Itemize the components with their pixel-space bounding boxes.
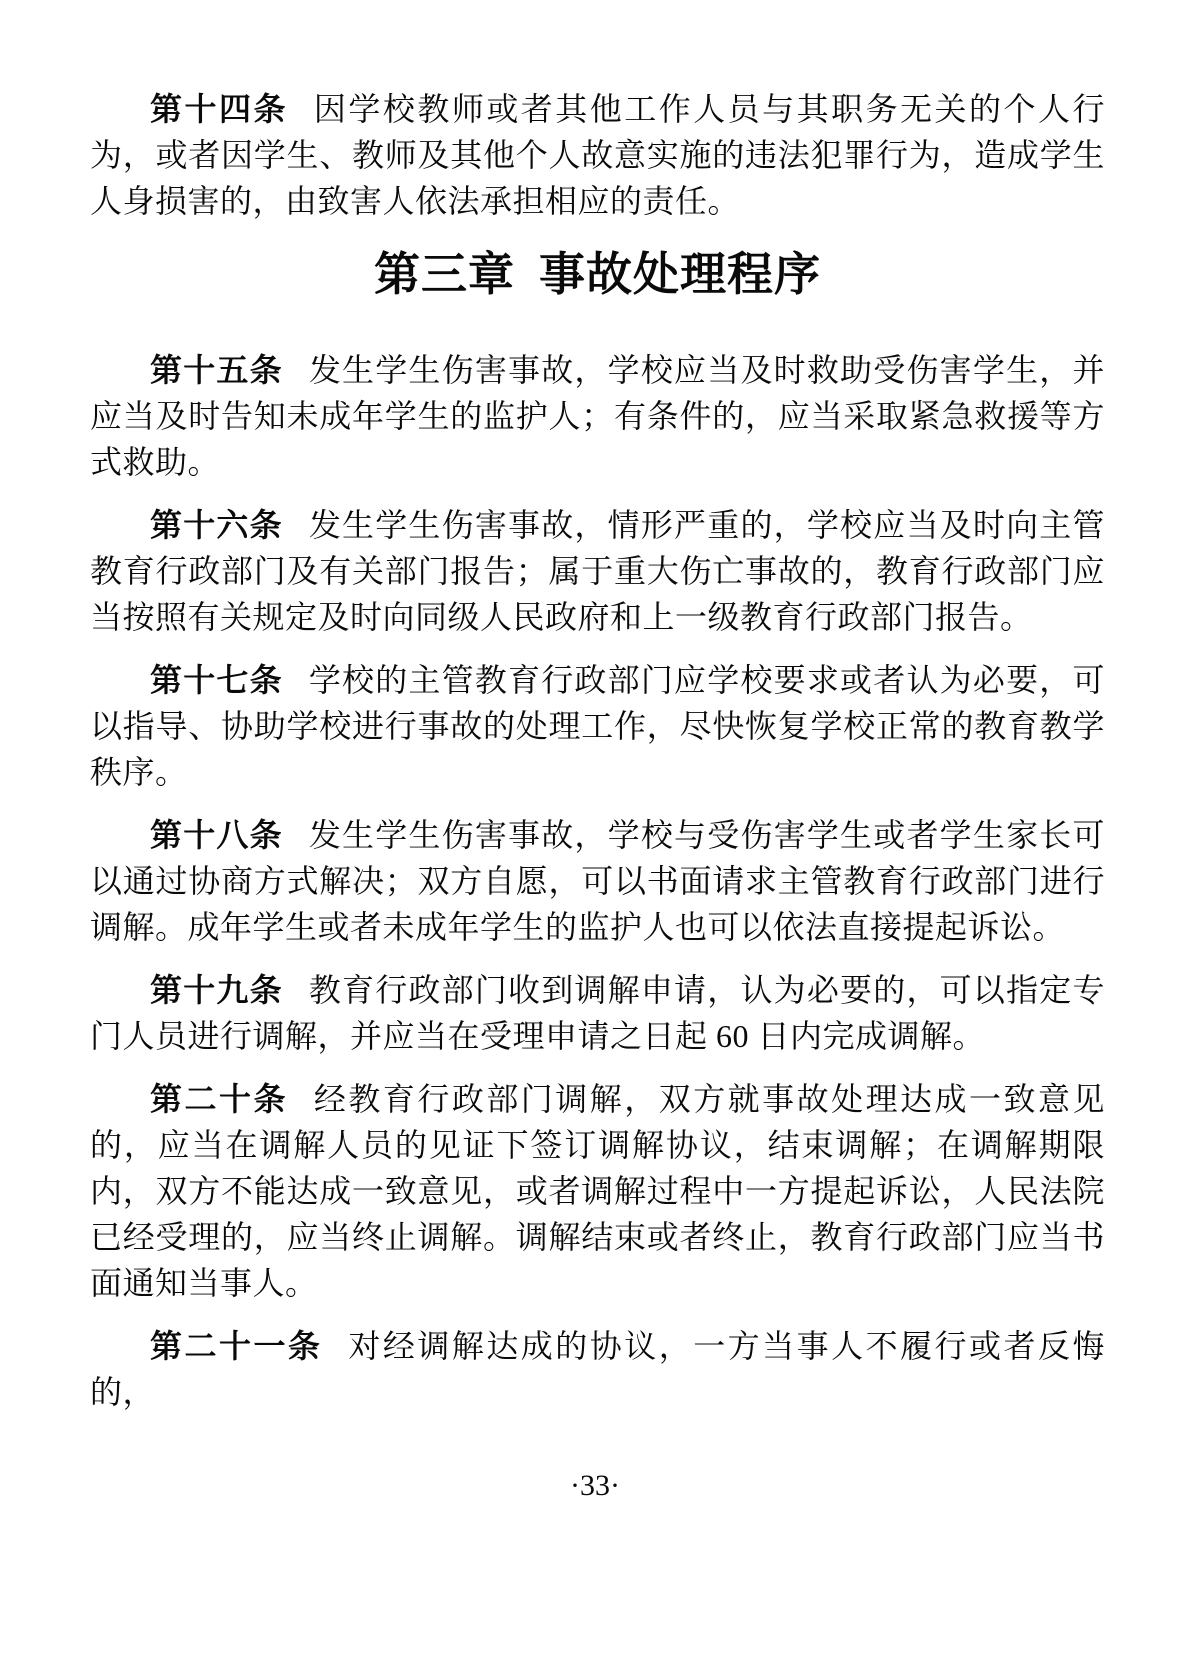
chapter-3-title: 事故处理程序 xyxy=(539,249,821,300)
page-number: ·33· xyxy=(570,1469,620,1502)
article-21-number: 第二十一条 xyxy=(150,1328,323,1364)
article-17-number: 第十七条 xyxy=(150,662,283,698)
article-20-paragraph xyxy=(90,1076,1105,1306)
article-15-paragraph xyxy=(90,347,1105,485)
article-19-number: 第十九条 xyxy=(150,972,283,1008)
article-15-text: 发生学生伤害事故，学校应当及时救助受伤害学生，并应当及时告知未成年学生的监护人；有条件的，应当采取紧急救援等方式救助。 xyxy=(90,352,1105,480)
article-20-text: 经教育行政部门调解，双方就事故处理达成一致意见的，应当在调解人员的见证下签订调解协议，结束调解；在调解期限内，双方不能达成一致意见，或者调解过程中一方提起诉讼，人民法院已经受理的，应当终止调解。调解结束或者终止，教育行政部门应当书面通知当事人。 xyxy=(90,1081,1105,1301)
article-17-paragraph xyxy=(90,657,1105,795)
article-20-number: 第二十条 xyxy=(150,1081,288,1117)
article-14-paragraph xyxy=(90,86,1105,224)
article-15-number: 第十五条 xyxy=(150,352,283,388)
article-21-paragraph xyxy=(90,1323,1105,1415)
article-16-number: 第十六条 xyxy=(150,507,283,543)
article-19-text: 教育行政部门收到调解申请，认为必要的，可以指定专门人员进行调解，并应当在受理申请之日起 60 日内完成调解。 xyxy=(90,972,1105,1054)
article-14-number: 第十四条 xyxy=(150,91,288,127)
article-18-paragraph xyxy=(90,812,1105,950)
chapter-3-number: 第三章 xyxy=(374,249,515,300)
article-14-text: 因学校教师或者其他工作人员与其职务无关的个人行为，或者因学生、教师及其他个人故意实施的违法犯罪行为，造成学生人身损害的，由致害人依法承担相应的责任。 xyxy=(90,91,1105,219)
article-19-paragraph xyxy=(90,967,1105,1059)
article-18-text: 发生学生伤害事故，学校与受伤害学生或者学生家长可以通过协商方式解决；双方自愿，可以书面请求主管教育行政部门进行调解。成年学生或者未成年学生的监护人也可以依法直接提起诉讼。 xyxy=(90,817,1105,945)
article-16-text: 发生学生伤害事故，情形严重的，学校应当及时向主管教育行政部门及有关部门报告；属于重大伤亡事故的，教育行政部门应当按照有关规定及时向同级人民政府和上一级教育行政部门报告。 xyxy=(90,507,1105,635)
article-17-text: 学校的主管教育行政部门应学校要求或者认为必要，可以指导、协助学校进行事故的处理工作，尽快恢复学校正常的教育教学秩序。 xyxy=(90,662,1105,790)
article-18-number: 第十八条 xyxy=(150,817,283,853)
chapter-3-heading xyxy=(90,244,1105,306)
article-21-text: 对经调解达成的协议，一方当事人不履行或者反悔的， xyxy=(90,1328,1105,1410)
article-16-paragraph xyxy=(90,502,1105,640)
